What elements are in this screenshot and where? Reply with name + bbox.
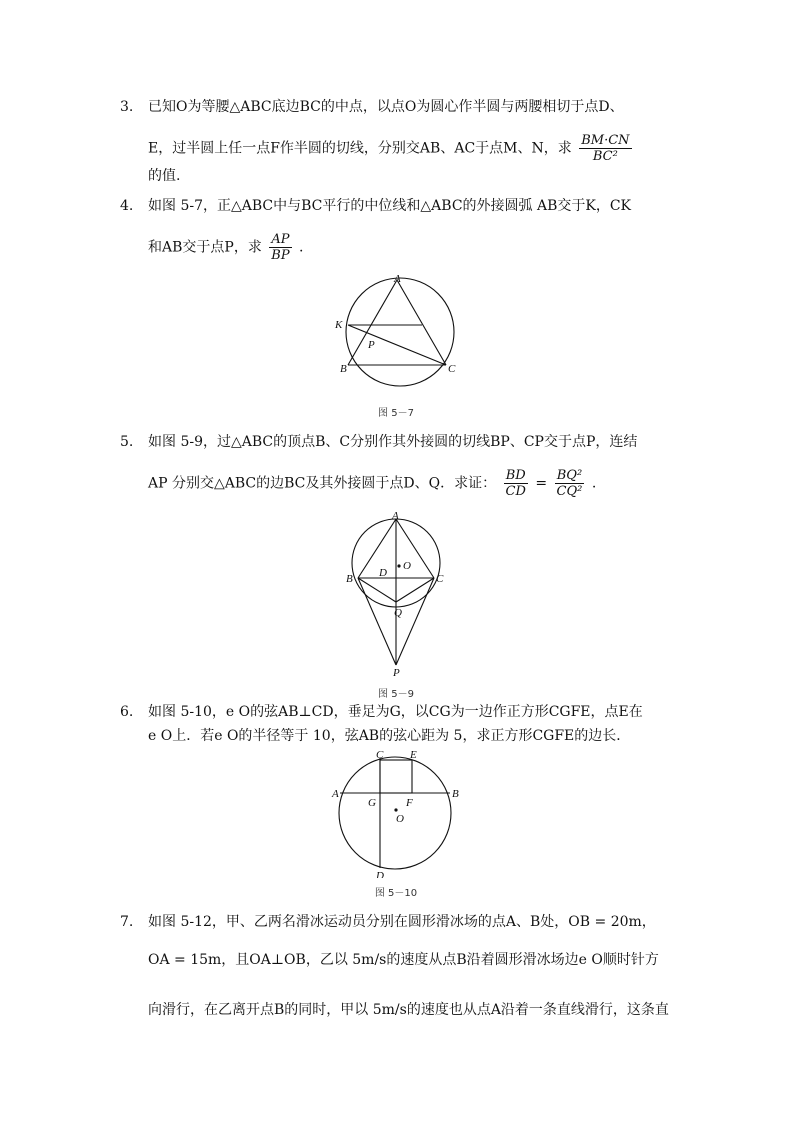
problem-line <box>148 232 680 263</box>
fraction <box>579 133 631 164</box>
fraction-numerator: BQ² <box>555 468 585 484</box>
fraction <box>504 468 528 499</box>
figure-caption: 图 5－7 <box>378 408 414 419</box>
problem-line <box>148 468 680 499</box>
figure-5-9-diagram <box>336 510 456 680</box>
fraction <box>555 468 585 499</box>
figure-5-7 <box>330 270 470 404</box>
label-B: B <box>346 573 353 585</box>
label-Q: Q <box>394 607 402 619</box>
label-K: K <box>335 319 343 331</box>
problem-line <box>148 133 680 164</box>
problem-line-text: AP 分别交△ABC的边BC及其外接圆于点D、Q．求证： <box>148 475 497 492</box>
label-D: D <box>379 567 387 579</box>
problem-number: 6. <box>120 704 134 720</box>
period: . <box>591 475 597 492</box>
label-O: O <box>396 813 404 825</box>
figure-5-7-diagram <box>330 270 470 400</box>
label-G: G <box>368 797 376 809</box>
label-E: E <box>410 749 417 761</box>
problem-number: 3. <box>120 99 134 115</box>
problem-line: 的值. <box>148 168 181 184</box>
problem-line: e O上．若e O的半径等于 10，弦AB的弦心距为 5，求正方形CGFE的边长． <box>148 728 631 744</box>
problem-number: 5. <box>120 434 134 450</box>
problem-number: 4. <box>120 198 134 214</box>
problem-number: 7. <box>120 914 134 930</box>
fraction-denominator: BC² <box>592 149 618 164</box>
label-C: C <box>436 573 444 585</box>
label-C: C <box>448 363 456 375</box>
fraction-numerator: AP <box>269 232 291 248</box>
problem-line: 如图 5-10，e O的弦AB⊥CD，垂足为G，以CG为一边作正方形CGFE，点E在 <box>148 704 643 720</box>
label-A: A <box>332 788 339 800</box>
problem-line: 如图 5-12，甲、乙两名滑冰运动员分别在圆形滑冰场的点A、B处，OB = 20m， <box>148 914 656 930</box>
period: . <box>299 239 304 256</box>
figure-5-9 <box>336 510 456 684</box>
problem-line: 如图 5-7，正△ABC中与BC平行的中位线和△ABC的外接圆弧 AB交于K，CK <box>148 198 632 214</box>
label-A: A <box>394 273 401 285</box>
problem-5 <box>120 430 680 499</box>
problem-4 <box>120 194 680 263</box>
problem-3 <box>120 95 680 188</box>
label-B: B <box>452 788 459 800</box>
fraction <box>269 232 291 263</box>
problem-line: 向滑行，在乙离开点B的同时，甲以 5m/s的速度也从点A沿着一条直线滑行，这条直 <box>148 1002 669 1018</box>
problem-line: 如图 5-9，过△ABC的顶点B、C分别作其外接圆的切线BP、CP交于点P，连结 <box>148 434 638 450</box>
figure-caption: 图 5－9 <box>378 689 414 700</box>
fraction-denominator: CD <box>505 484 526 499</box>
fraction-numerator: BM·CN <box>581 133 630 148</box>
problem-line: OA = 15m，且OA⊥OB，乙以 5m/s的速度从点B沿着圆形滑冰场边e O顺时针方 <box>148 952 659 968</box>
problem-line: 已知O为等腰△ABC底边BC的中点，以点O为圆心作半圆与两腰相切于点D、 <box>148 99 624 115</box>
problem-6 <box>120 700 680 748</box>
figure-caption: 图 5－10 <box>374 888 418 899</box>
label-B: B <box>340 363 347 375</box>
label-D: D <box>376 870 384 878</box>
label-F: F <box>406 797 413 809</box>
figure-5-10-diagram <box>330 748 465 878</box>
equals-sign: = <box>535 475 548 492</box>
label-P: P <box>368 339 375 351</box>
label-O: O <box>403 560 411 572</box>
fraction-denominator: CQ² <box>556 484 583 499</box>
label-P: P <box>393 667 400 679</box>
fraction-denominator: BP <box>271 248 290 263</box>
problem-line-text: 和AB交于点P，求 <box>148 239 262 256</box>
problem-7 <box>120 910 680 1022</box>
label-C: C <box>376 749 384 761</box>
problem-line-text: E，过半圆上任一点F作半圆的切线，分别交AB、AC于点M、N，求 <box>148 140 572 157</box>
fraction-numerator: BD <box>504 468 528 484</box>
figure-5-10 <box>330 748 465 882</box>
label-A: A <box>392 510 399 522</box>
